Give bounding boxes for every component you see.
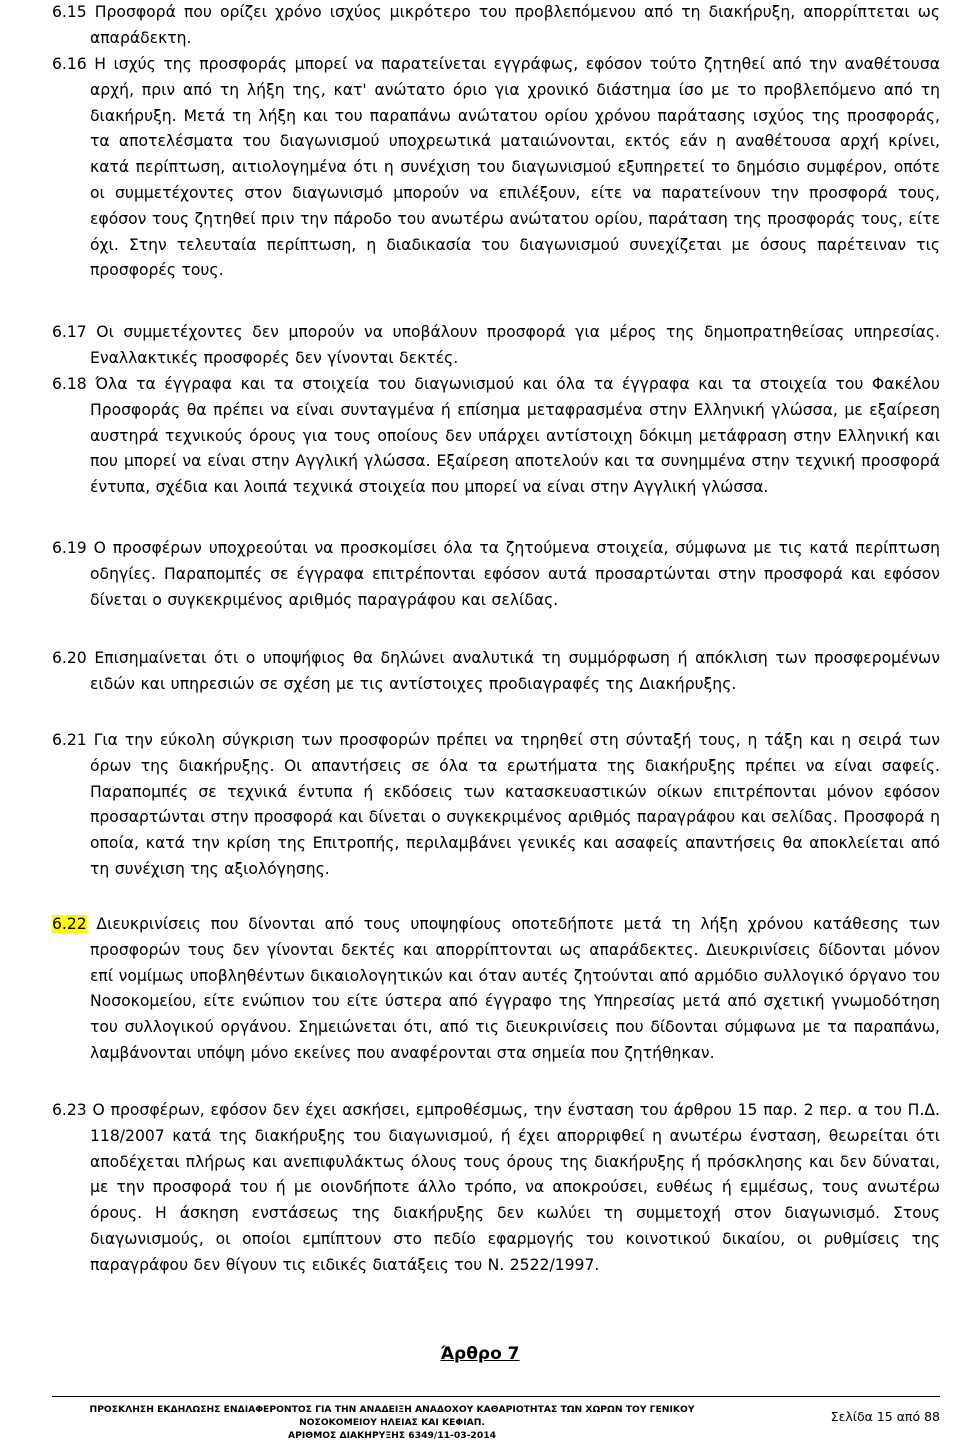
paragraph-6-16 xyxy=(52,52,940,284)
paragraph-number: 6.18 xyxy=(52,375,87,393)
paragraph-text: Όλα τα έγγραφα και τα στοιχεία του διαγωνισμού και όλα τα έγγραφα και τα στοιχεία του Φακέλου Προσφοράς θα πρέπει να είναι συνταγμένα ή επίσημα μεταφρασμένα στην Ελληνική γλώσσα, με εξαίρεση αυστηρά τεχνικούς όρους για τους οποίους δεν υπάρχει αντίστοιχη δόκιμη μετάφραση στην Ελληνική και που μπορεί να είναι στην Αγγλική γλώσσα. Εξαίρεση αποτελούν και τα συνημμένα στην τεχνική προσφορά έντυπα, σχέδια και λοιπά τεχνικά στοιχεία που μπορεί να είναι στην Αγγλική γλώσσα. xyxy=(86,375,940,497)
paragraph-6-15 xyxy=(52,0,940,52)
paragraph-text: Διευκρινίσεις που δίνονται από τους υποψηφίους οποτεδήποτε μετά τη λήξη χρόνου κατάθεσης των προσφορών τους δεν γίνονται δεκτές και απορρίπτονται ως απαράδεκτες. Διευκρινίσεις δίδονται μόνον επί νομίμως υποβληθέντων δικαιολογητικών και όταν αυτές ζητούνται από αρμόδιο συλλογικό όργανο του Νοσοκομείου, είτε ενώπιον του είτε ύστερα από έγγραφο της Υπηρεσίας μετά από σχετική γνωμοδότηση του συλλογικού οργάνου. Σημειώνεται ότι, από τις διευκρινίσεις που δίδονται σύμφωνα με τα παραπάνω, λαμβάνονται υπόψη μόνο εκείνες που αναφέρονται στα σημεία που ζητήθηκαν. xyxy=(86,915,940,1062)
paragraph-text: Ο προσφέρων, εφόσον δεν έχει ασκήσει, εμπροθέσμως, την ένσταση του άρθρου 15 παρ. 2 περ. α του Π.Δ. 118/2007 κατά της διακήρυξης του διαγωνισμού, ή έχει απορριφθεί η ανωτέρω ένσταση, θεωρείται ότι αποδέχεται πλήρως και ανεπιφυλάκτως όλους τους όρους της διακήρυξης ή πρόσκλησης και δεν δύναται, με την προσφορά του ή με οιονδήποτε άλλο τρόπο, να αποκρούσει, ευθέως ή εμμέσως, τους ανωτέρω όρους. Η άσκηση ενστάσεως της διακήρυξης δεν κωλύει τη συμμετοχή στον διαγωνισμό. Στους διαγωνισμούς, οι οποίοι εμπίπτουν στο πεδίο εφαρμογής του κοινοτικού δικαίου, οι ρυθμίσεις της παραγράφου δεν θίγουν τις ειδικές διατάξεις του Ν. 2522/1997. xyxy=(86,1101,940,1274)
paragraph-text: Η ισχύς της προσφοράς μπορεί να παρατείνεται εγγράφως, εφόσον τούτο ζητηθεί από την αναθέτουσα αρχή, πριν από τη λήξη της, κατ' ανώτατο όριο για χρονικό διάστημα ίσο με το προβλεπόμενο από τη διακήρυξη. Μετά τη λήξη και του παραπάνω ανώτατου ορίου χρόνου παράτασης ισχύος της προσφοράς, τα αποτελέσματα του διαγωνισμού υποχρεωτικά ματαιώνονται, εκτός εάν η αναθέτουσα αρχή κρίνει, κατά περίπτωση, αιτιολογημένα ότι η συνέχιση του διαγωνισμού εξυπηρετεί το δημόσιο συμφέρον, οπότε οι συμμετέχοντες στον διαγωνισμό μπορούν να επιλέξουν, είτε να παρατείνουν την προσφορά τους, εφόσον τους ζητηθεί πριν την πάροδο του ανωτέρω ανώτατου ορίου, παράταση της προσφοράς τους, είτε όχι. Στην τελευταία περίπτωση, η διαδικασία του διαγωνισμού συνεχίζεται με όσους παρέτειναν τις προσφορές τους. xyxy=(86,55,940,280)
paragraph-6-23 xyxy=(52,1098,940,1279)
paragraph-6-18 xyxy=(52,372,940,501)
paragraph-text: Για την εύκολη σύγκριση των προσφορών πρέπει να τηρηθεί στη σύνταξή τους, η τάξη και η σειρά των όρων της διακήρυξης. Οι απαντήσεις σε όλα τα ερωτήματα της διακήρυξης πρέπει να είναι σαφείς. Παραπομπές σε τεχνικά έντυπα ή εκδόσεις των κατασκευαστικών οίκων επιτρέπονται μόνον εφόσον προσαρτώνται στην προσφορά και δίνεται ο συγκεκριμένος αριθμός παραγράφου και σελίδας. Προσφορά η οποία, κατά την κρίση της Επιτροπής, περιλαμβάνει γενικές και ασαφείς απαντήσεις θα αποκλείεται από τη συνέχιση της αξιολόγησης. xyxy=(86,731,940,878)
footer-reference-number: ΑΡΙΘΜΟΣ ΔΙΑΚΗΡΥΞΗΣ 6349/11-03-2014 xyxy=(288,1430,496,1441)
paragraph-text: Οι συμμετέχοντες δεν μπορούν να υποβάλουν προσφορά για μέρος της δημοπρατηθείσας υπηρεσίας. Εναλλακτικές προσφορές δεν γίνονται δεκτές. xyxy=(86,323,940,367)
paragraph-text: Ο προσφέρων υποχρεούται να προσκομίσει όλα τα ζητούμενα στοιχεία, σύμφωνα με τις κατά περίπτωση οδηγίες. Παραπομπές σε έγγραφα επιτρέπονται εφόσον αυτά προσαρτώνται στην προσφορά και εφόσον δίνεται ο συγκεκριμένος αριθμός παραγράφου και σελίδας. xyxy=(86,539,940,609)
paragraph-text: Επισημαίνεται ότι ο υποψήφιος θα δηλώνει αναλυτικά τη συμμόρφωση ή απόκλιση των προσφερομένων ειδών και υπηρεσιών σε σχέση με τις αντίστοιχες προδιαγραφές της Διακήρυξης. xyxy=(86,649,940,693)
footer-title-line: ΠΡΟΣΚΛΗΣΗ ΕΚΔΗΛΩΣΗΣ ΕΝΔΙΑΦΕΡΟΝΤΟΣ ΓΙΑ ΤΗΝ ΑΝΑΔΕΙΞΗ ΑΝΑΔΟΧΟΥ ΚΑΘΑΡΙΟΤΗΤΑΣ ΤΩΝ ΧΩΡΩΝ ΤΟΥ ΓΕΝΙΚΟΥ ΝΟΣΟΚΟΜΕΙΟΥ ΗΛΕΙΑΣ ΚΑΙ ΚΕΦΙΑΠ. xyxy=(89,1404,695,1428)
paragraph-number: 6.20 xyxy=(52,649,87,667)
paragraph-6-22 xyxy=(52,912,940,1067)
paragraph-number: 6.16 xyxy=(52,55,87,73)
paragraph-6-21 xyxy=(52,728,940,883)
page-footer xyxy=(52,1396,940,1441)
article-heading: Άρθρο 7 xyxy=(440,1344,520,1364)
paragraph-number: 6.23 xyxy=(52,1101,87,1119)
paragraph-number: 6.17 xyxy=(52,323,87,341)
paragraph-6-20 xyxy=(52,646,940,698)
page-number: Σελίδα 15 από 88 xyxy=(830,1409,940,1424)
paragraph-number: 6.19 xyxy=(52,539,87,557)
paragraph-number: 6.15 xyxy=(52,3,87,21)
paragraph-text: Προσφορά που ορίζει χρόνο ισχύος μικρότερο του προβλεπόμενου από τη διακήρυξη, απορρίπτεται ως απαράδεκτη. xyxy=(86,3,940,47)
paragraph-6-17 xyxy=(52,320,940,372)
paragraph-6-19 xyxy=(52,536,940,613)
paragraph-number: 6.21 xyxy=(52,731,87,749)
footer-document-title xyxy=(52,1403,732,1442)
highlighted-paragraph-number: 6.22 xyxy=(52,915,87,933)
